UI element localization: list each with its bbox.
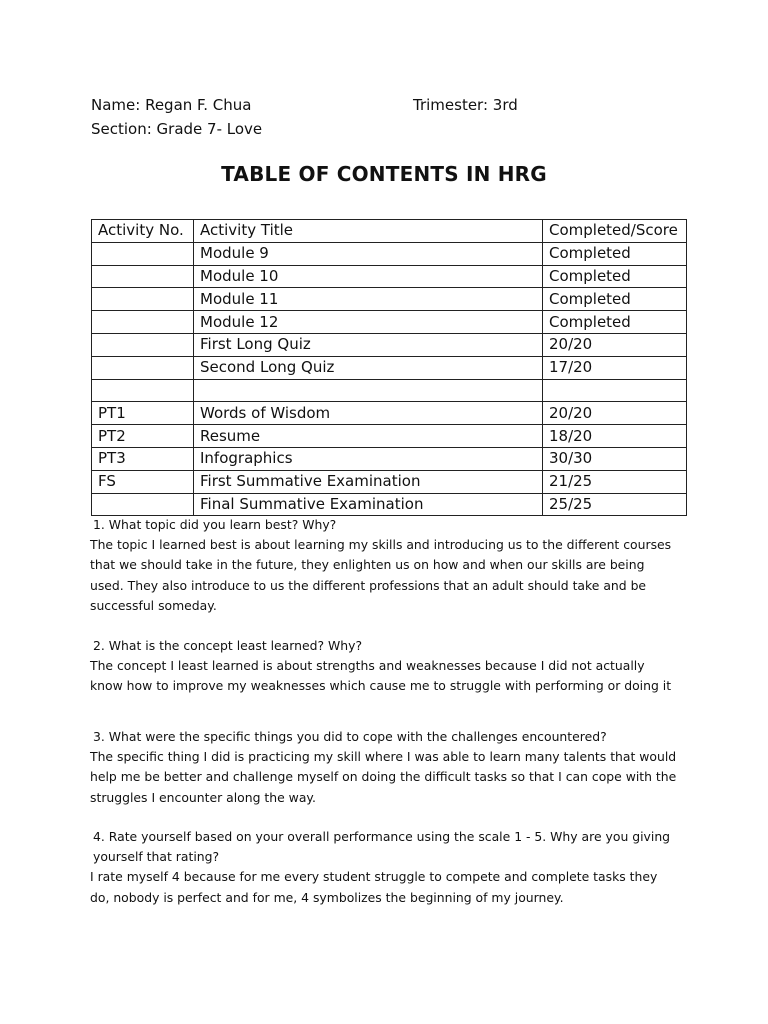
activity-no-cell xyxy=(92,333,194,356)
activity-no-cell xyxy=(92,493,194,516)
activity-title-cell: First Summative Examination xyxy=(194,470,543,493)
score-cell: 18/20 xyxy=(543,425,687,448)
score-cell: 30/30 xyxy=(543,447,687,470)
score-cell: 21/25 xyxy=(543,470,687,493)
answer-text: I rate myself 4 because for me every student struggle to compete and complete tasks they do, nobody is perfect and for me, 4 symbolizes the beginning of my journey. xyxy=(90,869,658,905)
question-text: 1. What topic did you learn best? Why? xyxy=(93,517,337,532)
activity-no-cell xyxy=(92,311,194,334)
activity-no-cell xyxy=(92,242,194,265)
activity-title-cell: Module 9 xyxy=(194,242,543,265)
question-block-1 xyxy=(90,515,680,616)
score-cell: 25/25 xyxy=(543,493,687,516)
activity-title-cell: Module 11 xyxy=(194,288,543,311)
activity-title-cell: Words of Wisdom xyxy=(194,402,543,425)
question-text: 4. Rate yourself based on your overall performance using the scale 1 - 5. Why are you giving yourself that rating? xyxy=(93,829,671,865)
table-row xyxy=(92,333,687,356)
table-row xyxy=(92,470,687,493)
activity-title-cell: Final Summative Examination xyxy=(194,493,543,516)
activity-no-cell xyxy=(92,356,194,379)
activity-title-cell: Module 10 xyxy=(194,265,543,288)
activity-no-cell xyxy=(92,379,194,402)
question-block-2 xyxy=(90,636,680,697)
activity-no-cell: FS xyxy=(92,470,194,493)
contents-table xyxy=(91,219,687,516)
table-row xyxy=(92,425,687,448)
activity-title-cell: Infographics xyxy=(194,447,543,470)
table-row xyxy=(92,356,687,379)
activity-no-cell xyxy=(92,288,194,311)
table-row xyxy=(92,402,687,425)
score-cell: Completed xyxy=(543,288,687,311)
table-row xyxy=(92,447,687,470)
student-name: Name: Regan F. Chua xyxy=(91,96,252,114)
answer-text: The concept I least learned is about strengths and weaknesses because I did not actually know how to improve my weaknesses which cause me to struggle with performing or doing it xyxy=(90,658,672,694)
score-cell: 17/20 xyxy=(543,356,687,379)
activity-title-cell xyxy=(194,379,543,402)
table-row xyxy=(92,242,687,265)
table-row xyxy=(92,311,687,334)
activity-no-cell xyxy=(92,265,194,288)
score-cell: 20/20 xyxy=(543,333,687,356)
score-cell: Completed xyxy=(543,311,687,334)
question-text: 3. What were the specific things you did to cope with the challenges encountered? xyxy=(93,729,607,744)
header-completed-score: Completed/Score xyxy=(543,220,687,243)
score-cell: Completed xyxy=(543,242,687,265)
question-block-3 xyxy=(90,727,680,808)
table-row xyxy=(92,288,687,311)
activity-no-cell: PT1 xyxy=(92,402,194,425)
activity-title-cell: First Long Quiz xyxy=(194,333,543,356)
activity-title-cell: Second Long Quiz xyxy=(194,356,543,379)
score-cell: Completed xyxy=(543,265,687,288)
activity-title-cell: Resume xyxy=(194,425,543,448)
activity-no-cell: PT2 xyxy=(92,425,194,448)
table-header-row xyxy=(92,220,687,243)
score-cell xyxy=(543,379,687,402)
answer-text: The specific thing I did is practicing my skill where I was able to learn many talents that would help me be better and challenge myself on doing the difficult tasks so that I can cope with the struggles I encounter along the way. xyxy=(90,749,677,805)
activity-title-cell: Module 12 xyxy=(194,311,543,334)
activity-no-cell: PT3 xyxy=(92,447,194,470)
table-row xyxy=(92,265,687,288)
trimester: Trimester: 3rd xyxy=(413,96,518,114)
header-activity-title: Activity Title xyxy=(194,220,543,243)
section: Section: Grade 7- Love xyxy=(91,120,263,138)
header-activity-no: Activity No. xyxy=(92,220,194,243)
question-block-4 xyxy=(90,827,680,908)
table-row-empty xyxy=(92,379,687,402)
score-cell: 20/20 xyxy=(543,402,687,425)
table-row xyxy=(92,493,687,516)
question-text: 2. What is the concept least learned? Why? xyxy=(93,638,363,653)
page-title: TABLE OF CONTENTS IN HRG xyxy=(221,162,547,186)
answer-text: The topic I learned best is about learning my skills and introducing us to the different courses that we should take in the future, they enlighten us on how and when our skills are being used. They also introduce to us the different professions that an adult should take and be successful someday. xyxy=(90,537,672,613)
